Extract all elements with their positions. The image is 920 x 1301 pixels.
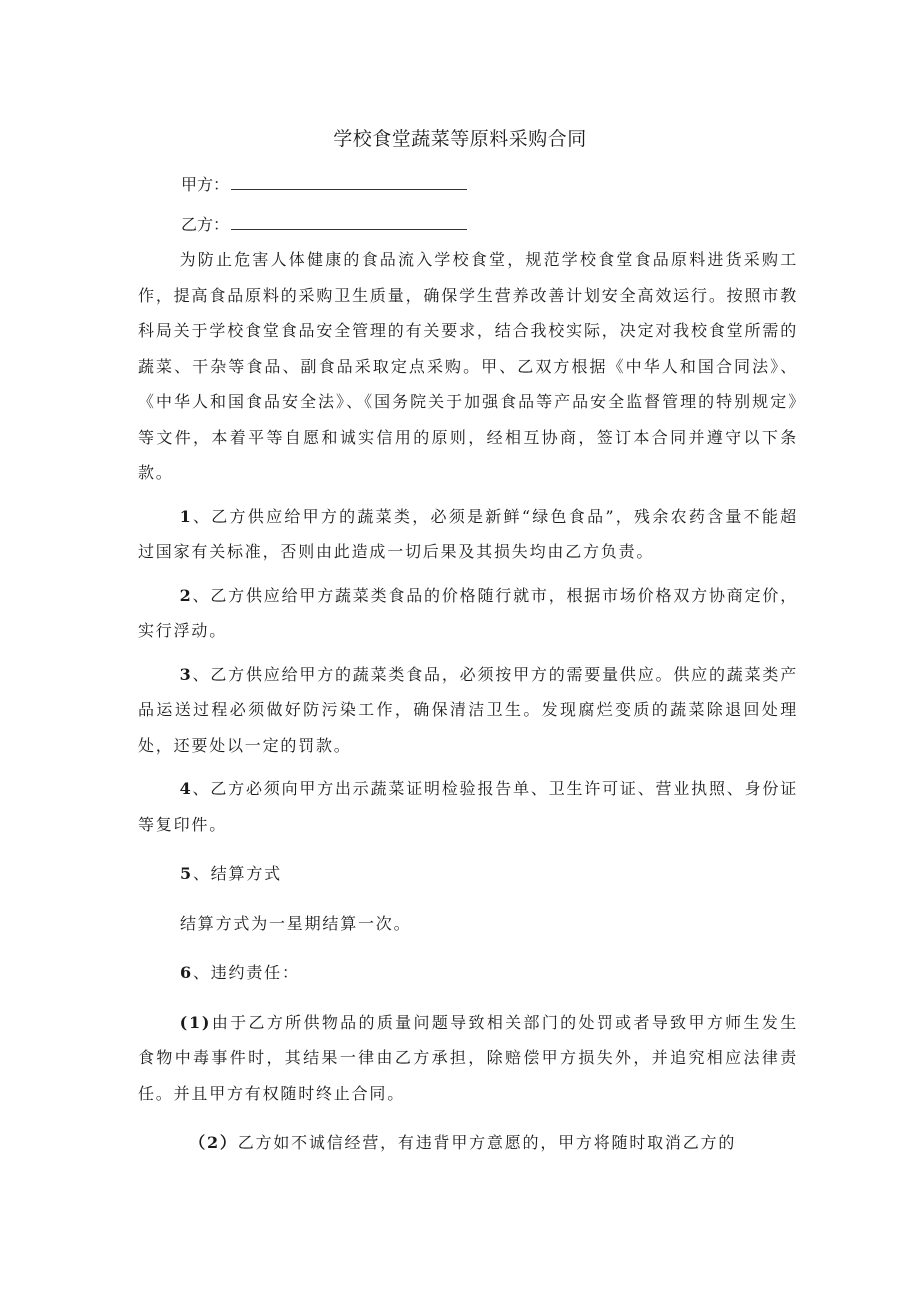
- intro-paragraph: 为防止危害人体健康的食品流入学校食堂，规范学校食堂食品原料进货采购工作，提高食品原料的采购卫生质量，确保学生营养改善计划安全高效运行。按照市教科局关于学校食堂食品安全管理的有关要求，结合我校实际，决定对我校食堂所需的蔬菜、干杂等食品、副食品采取定点采购。甲、乙双方根据《中华人和国合同法》、《中华人和国食品安全法》、《国务院关于加强食品等产品安全监督管理的特别规定》等文件，本着平等自愿和诚实信用的原则，经相互协商，签订本合同并遵守以下条款。: [138, 250, 798, 482]
- party-a-blank: [231, 175, 467, 190]
- breach-item-1-text: 由于乙方所供物品的质量问题导致相关部门的处罚或者导致甲方师生发生食物中毒事件时，其结果一律由乙方承担，除赔偿甲方损失外，并追究相应法律责任。并且甲方有权随时终止合同。: [138, 1012, 798, 1103]
- breach-heading-text: 、违约责任：: [192, 963, 300, 982]
- contract-title: 学校食堂蔬菜等原料采购合同: [333, 128, 587, 150]
- party-a-line: [181, 172, 467, 195]
- breach-item-1: [138, 1005, 798, 1112]
- breach-item-2-text: 乙方如不诚信经营，有违背甲方意愿的，甲方将随时取消乙方的: [237, 1133, 737, 1152]
- settlement-heading: [138, 856, 798, 892]
- clause-2-text: 、乙方供应给甲方蔬菜类食品的价格随行就市，根据市场价格双方协商定价，实行浮动。: [138, 585, 798, 640]
- breach-item-2: [138, 1125, 798, 1161]
- clause-1: [138, 499, 798, 570]
- clause-4-number: 4: [179, 779, 193, 798]
- clause-3: [138, 657, 798, 764]
- clause-3-number: 3: [179, 664, 193, 684]
- clause-4-text: 、乙方必须向甲方出示蔬菜证明检验报告单、卫生许可证、营业执照、身份证等复印件。: [138, 779, 798, 834]
- clause-4: [138, 771, 798, 842]
- settlement-text: 结算方式为一星期结算一次。: [180, 913, 412, 933]
- party-b-line: [181, 212, 467, 235]
- breach-heading: [138, 955, 798, 991]
- clause-1-text: 、乙方供应给甲方的蔬菜类，必须是新鲜“绿色食品”，残余农药含量不能超过国家有关标准，否则由此造成一切后果及其损失均由乙方负责。: [138, 506, 798, 561]
- party-b-blank: [231, 215, 467, 230]
- settlement-heading-text: 、结算方式: [192, 864, 282, 883]
- clause-2-number: 2: [179, 585, 193, 605]
- clause-2: [138, 578, 798, 649]
- breach-number: 6: [180, 963, 193, 982]
- settlement-number: 5: [180, 864, 193, 883]
- clause-1-number: 1: [179, 506, 193, 526]
- breach-item-1-number: (1): [179, 1012, 212, 1032]
- party-a-label: 甲方：: [181, 175, 230, 194]
- breach-item-2-number: （2）: [189, 1133, 238, 1152]
- contract-body: [138, 242, 798, 1161]
- clause-3-text: 、乙方供应给甲方的蔬菜类食品，必须按甲方的需要量供应。供应的蔬菜类产品运送过程必须做好防污染工作，确保清洁卫生。发现腐烂变质的蔬菜除退回处理处，还要处以一定的罚款。: [138, 664, 798, 755]
- party-b-label: 乙方：: [181, 215, 230, 234]
